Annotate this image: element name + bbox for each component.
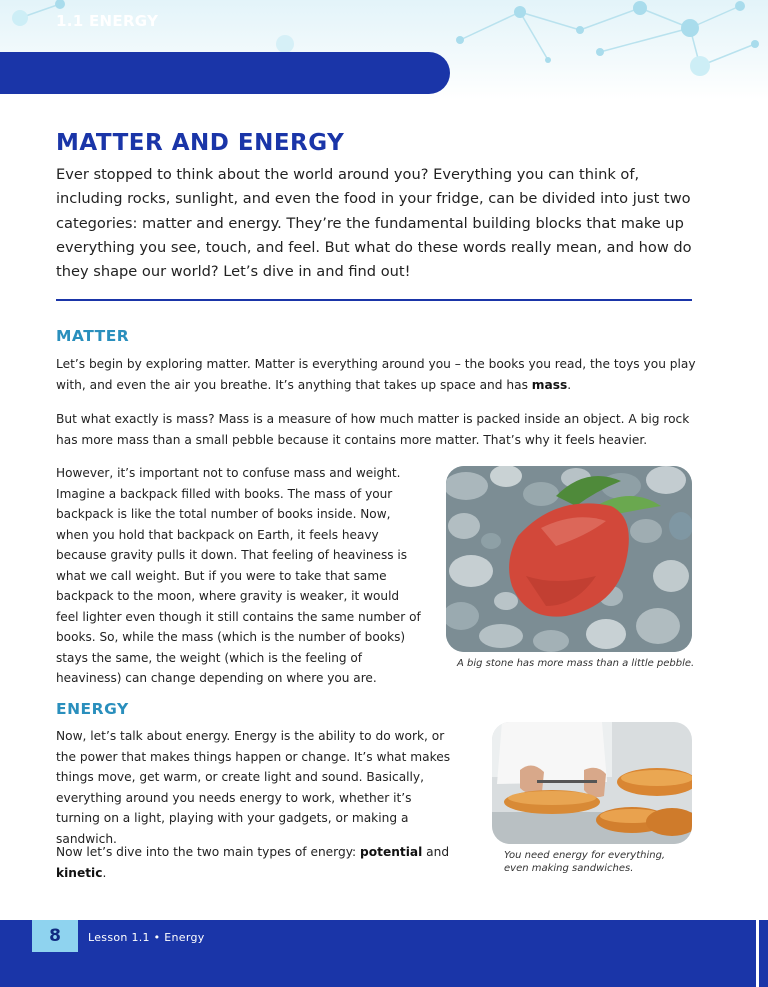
section-header-bar <box>0 52 450 94</box>
stone-photo <box>446 466 692 652</box>
section-divider <box>56 299 692 301</box>
page-number: 8 <box>49 926 61 946</box>
page-number-box <box>32 920 78 952</box>
mass-term: mass <box>531 377 568 392</box>
page-title: MATTER AND ENERGY <box>56 130 345 156</box>
potential-term: potential <box>360 845 423 859</box>
matter-p1-end: . <box>567 377 572 392</box>
matter-paragraph-3: However, it’s important not to confuse mass and weight. Imagine a backpack filled with books. The mass of your backpack is like the total number of books inside. Now, when you hold that backpack on Earth, it feels heavy because gravity pulls it down. That feeling of heaviness is what we call weight. But if you were to take that same backpack to the moon, where gravity is weaker, it would feel lighter even though it still contains the same number of books. So, while the mass (which is the number of books) stays the same, the weight (which is the feeling of heaviness) can change depending on where you are. <box>56 466 421 685</box>
bread-photo <box>492 722 692 844</box>
intro-paragraph: Ever stopped to think about the world around you? Everything you can think of, including rocks, sunlight, and even the food in your fridge, can be divided into just two categories: matter and energy. They’re the fundamental building blocks that make up everything you see, touch, and feel. But what do these words really mean, and how do they shape our world? Let’s dive in and find out! <box>56 166 692 281</box>
footer-edge-line <box>756 920 759 987</box>
matter-heading: MATTER <box>56 327 130 345</box>
pebbles-with-red-stone-image <box>446 466 692 652</box>
energy-paragraph-1: Now, let’s talk about energy. Energy is the ability to do work, or the power that makes things happen or change. It’s what makes things move, get warm, or create light and sound. Basically, everything around you needs energy to work, whether it’s turning on a light, playing with your gadgets, or making a sandwich. <box>56 729 451 846</box>
baker-slicing-bread-image <box>492 722 692 844</box>
energy-p2-end: . <box>102 865 107 880</box>
section-label: 1.1 ENERGY <box>56 12 159 30</box>
matter-p1-text: Let’s begin by exploring matter. Matter is everything around you – the books you read, the toys you play with, and even the air you breathe. It’s anything that takes up space and has <box>56 357 696 392</box>
matter-paragraph-2: But what exactly is mass? Mass is a measure of how much matter is packed inside an object. A big rock has more mass than a small pebble because it contains more matter. That’s why it feels heavier. <box>56 412 690 447</box>
matter-paragraph-1 <box>56 354 696 395</box>
energy-p2-text: Now let’s dive into the two main types of energy: <box>56 845 361 859</box>
bread-caption: You need energy for everything, even making sandwiches. <box>504 850 666 874</box>
stone-caption: A big stone has more mass than a little pebble. <box>457 658 695 669</box>
energy-p2-and: and <box>422 845 450 859</box>
footer-lesson-text: Lesson 1.1 • Energy <box>88 931 205 944</box>
kinetic-term: kinetic <box>56 865 103 880</box>
energy-heading: ENERGY <box>56 700 129 718</box>
energy-paragraph-2 <box>56 842 486 883</box>
